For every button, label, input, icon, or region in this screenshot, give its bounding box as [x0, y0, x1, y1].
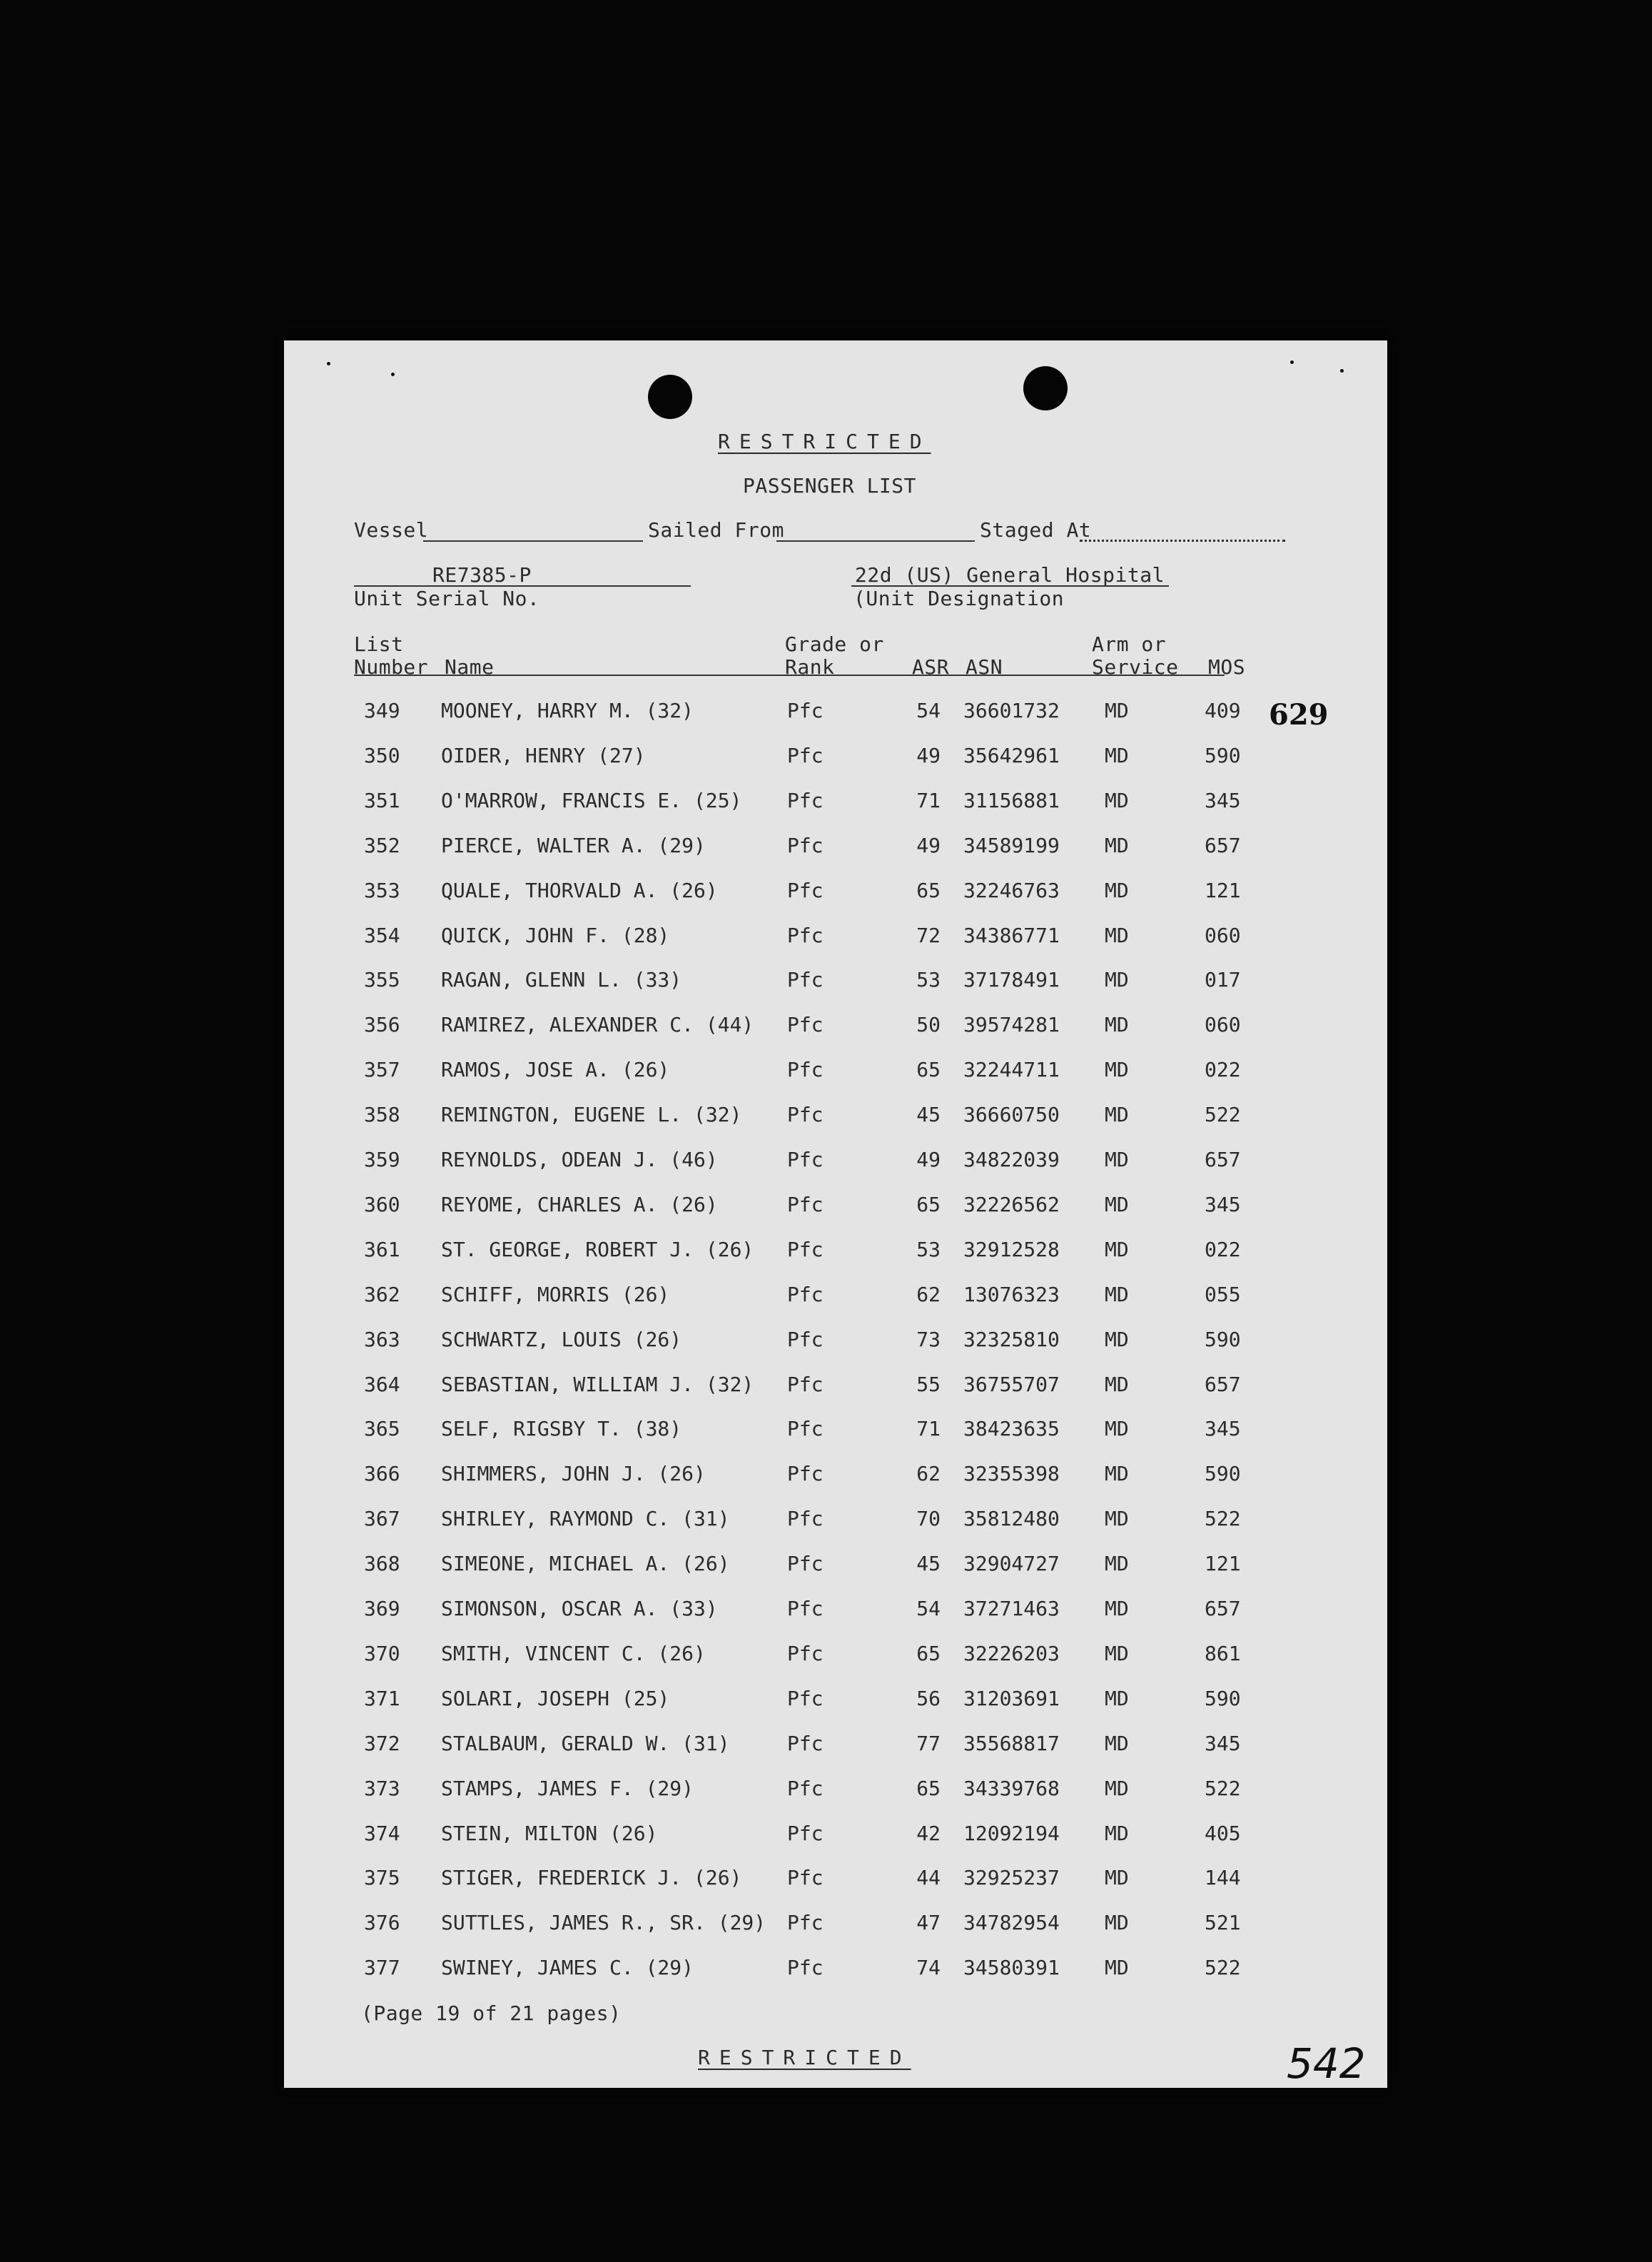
cell-num: 362 — [364, 1282, 400, 1306]
cell-arm: MD — [1105, 1866, 1129, 1890]
table-row — [284, 1282, 1387, 1330]
cell-num: 375 — [364, 1866, 400, 1890]
cell-name: SWINEY, JAMES C. (29) — [441, 1956, 694, 1980]
cell-mos: 522 — [1205, 1103, 1241, 1127]
cell-asn: 32325810 — [963, 1327, 1060, 1351]
table-row — [284, 1327, 1387, 1375]
table-row — [284, 1015, 1387, 1060]
cell-arm: MD — [1105, 743, 1129, 767]
cell-num: 352 — [364, 833, 400, 857]
cell-rank: Pfc — [787, 1013, 824, 1037]
restricted-title: RESTRICTED — [718, 430, 931, 453]
cell-asr: 65 — [916, 1776, 941, 1800]
cell-num: 370 — [364, 1641, 400, 1665]
cell-mos: 345 — [1205, 1731, 1241, 1755]
cell-arm: MD — [1105, 1911, 1129, 1935]
cell-mos: 060 — [1205, 1013, 1241, 1037]
cell-asr: 50 — [916, 1013, 941, 1037]
cell-rank: Pfc — [787, 1282, 824, 1306]
cell-rank: Pfc — [787, 1686, 824, 1710]
cell-name: MOONEY, HARRY M. (32) — [441, 699, 694, 722]
cell-asr: 65 — [916, 1058, 941, 1082]
dust-speck — [327, 362, 330, 365]
cell-mos: 121 — [1205, 1552, 1241, 1576]
cell-rank: Pfc — [787, 878, 824, 902]
cell-asn: 32226203 — [963, 1641, 1060, 1665]
table-row — [284, 1641, 1387, 1689]
cell-arm: MD — [1105, 1417, 1129, 1441]
cell-rank: Pfc — [787, 1866, 824, 1890]
cell-arm: MD — [1105, 1731, 1129, 1755]
cell-asr: 72 — [916, 923, 941, 947]
sailed-from-blank — [776, 540, 975, 542]
cell-arm: MD — [1105, 1641, 1129, 1665]
cell-rank: Pfc — [787, 1821, 824, 1845]
cell-asn: 37271463 — [963, 1597, 1060, 1620]
cell-asn: 32925237 — [963, 1866, 1060, 1890]
restricted-footer: RESTRICTED — [698, 2046, 911, 2069]
cell-name: REYOME, CHARLES A. (26) — [441, 1192, 718, 1216]
table-row — [284, 1686, 1387, 1734]
cell-asn: 32355398 — [963, 1462, 1060, 1486]
cell-arm: MD — [1105, 1237, 1129, 1261]
cell-asn: 34339768 — [963, 1776, 1060, 1800]
cell-num: 371 — [364, 1686, 400, 1710]
cell-asr: 54 — [916, 1597, 941, 1620]
table-row — [284, 1060, 1387, 1105]
table-row — [284, 1509, 1387, 1554]
cell-rank: Pfc — [787, 968, 824, 992]
cell-num: 372 — [364, 1731, 400, 1755]
sailed-from-label: Sailed From — [648, 518, 784, 542]
cell-name: REYNOLDS, ODEAN J. (46) — [441, 1148, 718, 1171]
cell-mos: 521 — [1205, 1911, 1241, 1935]
table-row — [284, 1599, 1387, 1644]
cell-name: SEBASTIAN, WILLIAM J. (32) — [441, 1372, 754, 1396]
cell-mos: 405 — [1205, 1821, 1241, 1845]
cell-mos: 590 — [1205, 1686, 1241, 1710]
cell-num: 364 — [364, 1372, 400, 1396]
dust-speck — [1340, 369, 1344, 373]
cell-num: 359 — [364, 1148, 400, 1171]
cell-name: SELF, RIGSBY T. (38) — [441, 1417, 682, 1441]
cell-arm: MD — [1105, 1956, 1129, 1980]
cell-mos: 022 — [1205, 1058, 1241, 1082]
cell-rank: Pfc — [787, 1911, 824, 1935]
dust-speck — [391, 373, 395, 376]
passenger-list-title: PASSENGER LIST — [743, 474, 917, 498]
cell-num: 361 — [364, 1237, 400, 1261]
cell-asn: 34822039 — [963, 1148, 1060, 1171]
cell-name: STALBAUM, GERALD W. (31) — [441, 1731, 730, 1755]
cell-asr: 77 — [916, 1731, 941, 1755]
cell-asn: 13076323 — [963, 1282, 1060, 1306]
cell-rank: Pfc — [787, 1956, 824, 1980]
col-mos: MOS — [1208, 655, 1246, 679]
cell-arm: MD — [1105, 1821, 1129, 1845]
cell-asn: 32912528 — [963, 1237, 1060, 1261]
dust-speck — [1290, 360, 1294, 364]
cell-rank: Pfc — [787, 923, 824, 947]
col-grade-line2: Rank — [785, 655, 835, 679]
cell-num: 360 — [364, 1192, 400, 1216]
cell-asr: 53 — [916, 968, 941, 992]
cell-name: STIGER, FREDERICK J. (26) — [441, 1866, 742, 1890]
cell-asr: 55 — [916, 1372, 941, 1396]
cell-arm: MD — [1105, 1327, 1129, 1351]
cell-num: 363 — [364, 1327, 400, 1351]
cell-asn: 36755707 — [963, 1372, 1060, 1396]
table-row — [284, 1821, 1387, 1869]
cell-num: 355 — [364, 968, 400, 992]
cell-asr: 45 — [916, 1552, 941, 1576]
cell-asn: 34782954 — [963, 1911, 1060, 1935]
cell-arm: MD — [1105, 1192, 1129, 1216]
cell-arm: MD — [1105, 1013, 1129, 1037]
cell-arm: MD — [1105, 1148, 1129, 1171]
table-row — [284, 698, 1387, 746]
unit-serial-label: Unit Serial No. — [354, 587, 540, 610]
cell-name: SCHWARTZ, LOUIS (26) — [441, 1327, 682, 1351]
cell-num: 349 — [364, 699, 400, 722]
cell-mos: 345 — [1205, 1192, 1241, 1216]
cell-asn: 32904727 — [963, 1552, 1060, 1576]
cell-asn: 31203691 — [963, 1686, 1060, 1710]
unit-designation-label: (Unit Designation — [853, 587, 1065, 610]
cell-asn: 34386771 — [963, 923, 1060, 947]
table-row — [284, 1958, 1387, 2003]
staged-at-label: Staged At — [980, 518, 1092, 542]
cell-arm: MD — [1105, 699, 1129, 722]
table-row — [284, 1105, 1387, 1150]
cell-num: 365 — [364, 1417, 400, 1441]
cell-asn: 35568817 — [963, 1731, 1060, 1755]
cell-name: PIERCE, WALTER A. (29) — [441, 833, 706, 857]
cell-name: QUALE, THORVALD A. (26) — [441, 878, 718, 902]
cell-asr: 49 — [916, 743, 941, 767]
table-row — [284, 1372, 1387, 1420]
cell-num: 357 — [364, 1058, 400, 1082]
handwritten-number: 542 — [1287, 2039, 1366, 2088]
col-asr: ASR — [912, 655, 950, 679]
col-arm-line2: Service — [1092, 655, 1179, 679]
cell-asn: 34589199 — [963, 833, 1060, 857]
cell-asn: 35812480 — [963, 1507, 1060, 1531]
cell-rank: Pfc — [787, 1552, 824, 1576]
cell-arm: MD — [1105, 1282, 1129, 1306]
cell-rank: Pfc — [787, 1237, 824, 1261]
cell-rank: Pfc — [787, 1462, 824, 1486]
punch-hole-left — [648, 375, 692, 419]
col-name: Name — [445, 655, 495, 679]
punch-hole-right — [1023, 366, 1068, 410]
cell-mos: 657 — [1205, 1148, 1241, 1171]
cell-arm: MD — [1105, 968, 1129, 992]
cell-mos: 017 — [1205, 968, 1241, 992]
staged-at-blank — [1080, 540, 1285, 542]
cell-asn: 32226562 — [963, 1192, 1060, 1216]
cell-asn: 38423635 — [963, 1417, 1060, 1441]
cell-rank: Pfc — [787, 1641, 824, 1665]
cell-asr: 71 — [916, 1417, 941, 1441]
cell-asn: 31156881 — [963, 788, 1060, 812]
cell-asr: 71 — [916, 788, 941, 812]
cell-arm: MD — [1105, 1103, 1129, 1127]
cell-mos: 590 — [1205, 1462, 1241, 1486]
cell-mos: 590 — [1205, 1327, 1241, 1351]
cell-arm: MD — [1105, 833, 1129, 857]
cell-name: RAMOS, JOSE A. (26) — [441, 1058, 670, 1082]
cell-arm: MD — [1105, 1058, 1129, 1082]
cell-mos: 121 — [1205, 878, 1241, 902]
cell-mos: 657 — [1205, 1597, 1241, 1620]
cell-asr: 53 — [916, 1237, 941, 1261]
cell-mos: 055 — [1205, 1282, 1241, 1306]
cell-asr: 62 — [916, 1462, 941, 1486]
cell-rank: Pfc — [787, 1597, 824, 1620]
cell-num: 351 — [364, 788, 400, 812]
cell-mos: 060 — [1205, 923, 1241, 947]
cell-rank: Pfc — [787, 1327, 824, 1351]
cell-asr: 62 — [916, 1282, 941, 1306]
cell-num: 350 — [364, 743, 400, 767]
col-list-line2: Number — [354, 655, 429, 679]
cell-asn: 35642961 — [963, 743, 1060, 767]
cell-asr: 45 — [916, 1103, 941, 1127]
cell-asr: 44 — [916, 1866, 941, 1890]
cell-rank: Pfc — [787, 743, 824, 767]
unit-designation-value: 22d (US) General Hospital — [855, 563, 1165, 587]
table-row — [284, 833, 1387, 881]
cell-asr: 65 — [916, 878, 941, 902]
cell-arm: MD — [1105, 1462, 1129, 1486]
cell-num: 373 — [364, 1776, 400, 1800]
cell-rank: Pfc — [787, 1058, 824, 1082]
cell-asr: 56 — [916, 1686, 941, 1710]
header-rule — [354, 675, 1225, 676]
cell-num: 353 — [364, 878, 400, 902]
cell-arm: MD — [1105, 1552, 1129, 1576]
cell-name: SMITH, VINCENT C. (26) — [441, 1641, 706, 1665]
cell-arm: MD — [1105, 878, 1129, 902]
cell-asn: 32246763 — [963, 878, 1060, 902]
document-page — [284, 340, 1387, 2088]
table-row — [284, 878, 1387, 926]
cell-mos: 861 — [1205, 1641, 1241, 1665]
cell-name: O'MARROW, FRANCIS E. (25) — [441, 788, 742, 812]
cell-num: 374 — [364, 1821, 400, 1845]
cell-num: 376 — [364, 1911, 400, 1935]
cell-rank: Pfc — [787, 1507, 824, 1531]
cell-mos: 657 — [1205, 833, 1241, 857]
cell-asn: 36660750 — [963, 1103, 1060, 1127]
table-row — [284, 1554, 1387, 1599]
cell-mos: 345 — [1205, 1417, 1241, 1441]
cell-arm: MD — [1105, 923, 1129, 947]
cell-mos: 522 — [1205, 1507, 1241, 1531]
cell-rank: Pfc — [787, 1148, 824, 1171]
cell-rank: Pfc — [787, 1372, 824, 1396]
vessel-blank — [423, 540, 643, 542]
cell-num: 354 — [364, 923, 400, 947]
cell-name: OIDER, HENRY (27) — [441, 743, 646, 767]
cell-name: SHIMMERS, JOHN J. (26) — [441, 1462, 706, 1486]
cell-num: 369 — [364, 1597, 400, 1620]
table-row — [284, 1913, 1387, 1958]
cell-mos: 590 — [1205, 743, 1241, 767]
col-asn: ASN — [966, 655, 1003, 679]
cell-asn: 12092194 — [963, 1821, 1060, 1845]
cell-asn: 37178491 — [963, 968, 1060, 992]
cell-num: 358 — [364, 1103, 400, 1127]
cell-arm: MD — [1105, 1507, 1129, 1531]
cell-rank: Pfc — [787, 1103, 824, 1127]
table-row — [284, 970, 1387, 1015]
cell-rank: Pfc — [787, 788, 824, 812]
cell-asr: 49 — [916, 833, 941, 857]
cell-name: RAMIREZ, ALEXANDER C. (44) — [441, 1013, 754, 1037]
cell-asr: 49 — [916, 1148, 941, 1171]
col-grade-line1: Grade or — [785, 632, 884, 656]
table-row — [284, 1150, 1387, 1195]
cell-rank: Pfc — [787, 1731, 824, 1755]
unit-serial-value: RE7385-P — [432, 563, 532, 587]
cell-arm: MD — [1105, 788, 1129, 812]
vessel-label: Vessel — [354, 518, 429, 542]
cell-mos: 022 — [1205, 1237, 1241, 1261]
table-row — [284, 1776, 1387, 1824]
cell-asr: 73 — [916, 1327, 941, 1351]
cell-num: 377 — [364, 1956, 400, 1980]
cell-asr: 74 — [916, 1956, 941, 1980]
cell-mos: 409 — [1205, 699, 1241, 722]
stamp-number: 629 — [1269, 698, 1329, 732]
cell-arm: MD — [1105, 1776, 1129, 1800]
table-row — [284, 1464, 1387, 1509]
cell-num: 366 — [364, 1462, 400, 1486]
cell-asn: 32244711 — [963, 1058, 1060, 1082]
cell-mos: 522 — [1205, 1956, 1241, 1980]
cell-num: 356 — [364, 1013, 400, 1037]
cell-asr: 65 — [916, 1641, 941, 1665]
cell-asn: 34580391 — [963, 1956, 1060, 1980]
cell-mos: 345 — [1205, 788, 1241, 812]
col-list-line1: List — [354, 632, 404, 656]
table-row — [284, 743, 1387, 791]
cell-arm: MD — [1105, 1597, 1129, 1620]
cell-name: SOLARI, JOSEPH (25) — [441, 1686, 670, 1710]
cell-asr: 70 — [916, 1507, 941, 1531]
cell-rank: Pfc — [787, 1417, 824, 1441]
cell-asn: 39574281 — [963, 1013, 1060, 1037]
cell-rank: Pfc — [787, 699, 824, 722]
cell-num: 368 — [364, 1552, 400, 1576]
cell-name: RAGAN, GLENN L. (33) — [441, 968, 682, 992]
cell-name: SIMONSON, OSCAR A. (33) — [441, 1597, 718, 1620]
cell-mos: 522 — [1205, 1776, 1241, 1800]
cell-name: SIMEONE, MICHAEL A. (26) — [441, 1552, 730, 1576]
cell-num: 367 — [364, 1507, 400, 1531]
cell-rank: Pfc — [787, 1776, 824, 1800]
cell-rank: Pfc — [787, 1192, 824, 1216]
cell-arm: MD — [1105, 1686, 1129, 1710]
cell-arm: MD — [1105, 1372, 1129, 1396]
page-note: (Page 19 of 21 pages) — [361, 2001, 622, 2025]
table-row — [284, 788, 1387, 836]
cell-name: QUICK, JOHN F. (28) — [441, 923, 670, 947]
cell-mos: 144 — [1205, 1866, 1241, 1890]
cell-name: ST. GEORGE, ROBERT J. (26) — [441, 1237, 754, 1261]
cell-name: REMINGTON, EUGENE L. (32) — [441, 1103, 742, 1127]
cell-asr: 47 — [916, 1911, 941, 1935]
cell-asr: 42 — [916, 1821, 941, 1845]
cell-asr: 65 — [916, 1192, 941, 1216]
cell-name: SCHIFF, MORRIS (26) — [441, 1282, 670, 1306]
table-row — [284, 1868, 1387, 1913]
cell-asr: 54 — [916, 699, 941, 722]
table-row — [284, 923, 1387, 971]
table-row — [284, 1237, 1387, 1285]
cell-asn: 36601732 — [963, 699, 1060, 722]
table-row — [284, 1419, 1387, 1464]
cell-name: SUTTLES, JAMES R., SR. (29) — [441, 1911, 766, 1935]
cell-name: SHIRLEY, RAYMOND C. (31) — [441, 1507, 730, 1531]
cell-rank: Pfc — [787, 833, 824, 857]
cell-name: STAMPS, JAMES F. (29) — [441, 1776, 694, 1800]
table-row — [284, 1192, 1387, 1240]
cell-mos: 657 — [1205, 1372, 1241, 1396]
cell-name: STEIN, MILTON (26) — [441, 1821, 658, 1845]
col-arm-line1: Arm or — [1092, 632, 1167, 656]
table-row — [284, 1731, 1387, 1779]
